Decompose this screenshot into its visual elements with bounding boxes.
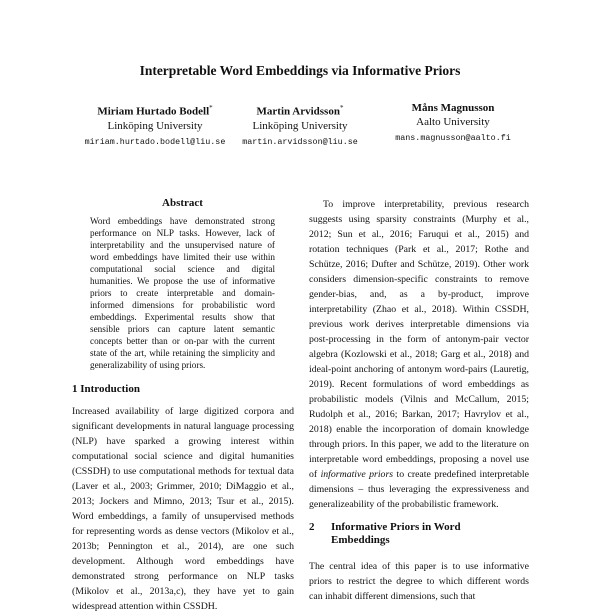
author-affiliation: Linköping University [107,119,203,132]
right-column-paragraph-2: The central idea of this paper is to use informative priors to restrict the degree to which different words can inhabit different dimensions, such that [309,561,529,602]
section-2-title: Informative Priors in Word Embeddings [331,521,461,546]
author-email: mans.magnusson@aalto.fi [395,133,511,143]
intro-text: Increased availability of large digitized corpora and significant developments in natural language processing (NLP) have sparked a growing interest within computational social science and digital humanities (CSSDH) to use computational methods for textual data (Laver et al., 2003; Grimmer, 2010; DiMaggio et al., 2013; Jockers and Mimno, 2013; Tsur et al., 2015). Word embeddings, a family of unsupervised methods for representing words as dense vectors (Mikolov et al., 2013b; Pennington et al., 2014), are one such development. Although word embeddings have demonstrated strong performance on NLP tasks (Mikolov et al., 2013a,c), they have yet to gain widespread attention within CSSDH. [72,406,294,612]
paper-title: Interpretable Word Embeddings via Informative Priors [139,63,461,78]
author-name: Miriam Hurtado Bodell [97,105,210,118]
emphasis-text: informative priors [320,469,394,480]
author-block-2 [225,102,375,148]
author-name: Måns Magnusson [411,102,495,114]
author-affiliation: Linköping University [252,119,348,132]
abstract-text: Word embeddings have demonstrated strong performance on NLP tasks. However, lack of interpretability and the unsupervised nature of word embeddings have limited their use within computational social science and digital humanities. We propose the use of informative priors to create interpretable and domain-informed dimensions for probabilistic word embeddings. Experimental results show that sensible priors can capture latent semantic concepts better than or on-par with the current state of the art, while retaining the simplicity and generalizability of using priors. [90,216,275,370]
abstract-heading: Abstract [162,197,203,209]
author-mark: * [339,104,344,112]
paragraph-text-end: to create predefined interpretable dimensions – thus leveraging the expressiveness and generalizeability of the probabilistic framework. [309,469,530,510]
section-1-heading: 1 Introduction [72,383,140,395]
right-column-paragraph-1 [309,197,529,512]
author-email: miriam.hurtado.bodell@liu.se [84,136,226,147]
author-name: Martin Arvidsson [256,105,340,118]
paragraph-text: To improve interpretability, previous research suggests using sparsity constraints (Murphy et al., 2012; Sun et al., 2016; Faruqui et al., 2015) and rotation techniques (Park et al., 2017; Rothe and Schütze, 2016; Dufter and Schütze, 2019). Other work considers dimension-specific constraints to remove gender-bias, and, as a by-product, improve interpretability (Zhao et al., 2018). Within CSSDH, previous work derives interpretable dimensions via post-processing in the form of antonym-pair vector algebra (Kozlowski et al., 2018; Garg et al., 2018) and ideal-point anchoring of antonym word-pairs (Lauretig, 2019). Recent formulations of word embeddings as probabilistic models (Vilnis and McCallum, 2015; Rudolph et al., 2016; Barkan, 2017; Havrylov et al., 2018) enable the incorporation of domain knowledge through priors. In this paper, we add to the literature on interpretable word embeddings, proposing a novel use of [309,199,529,480]
section-2-number: 2 [309,521,315,533]
author-mark: * [209,104,213,112]
author-block-3 [378,102,528,144]
author-email: martin.arvidsson@liu.se [242,136,358,147]
author-block-1 [70,102,240,148]
author-affiliation: Aalto University [416,116,490,128]
